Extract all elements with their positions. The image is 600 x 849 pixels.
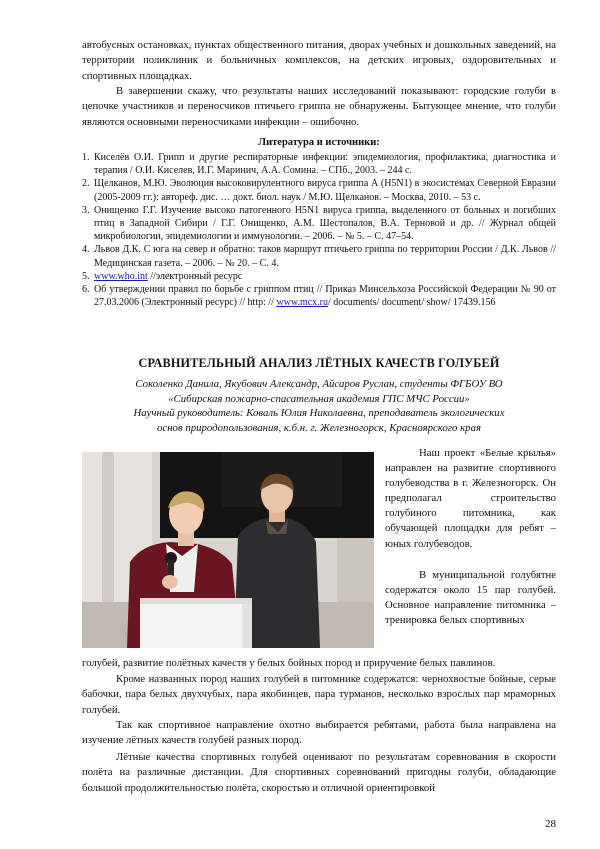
affiliation-line: «Сибирская пожарно-спасательная академия ГПС МЧС России» — [168, 392, 470, 405]
references-list — [82, 151, 556, 309]
nursery-side-paragraph: В муниципальной голубятне содержатся около 15 пар голубей. Основное направление питомника – тренировка белых спортивных — [385, 569, 556, 627]
top-paragraph: автобусных остановках, пунктах общественного питания, дворах учебных и дошкольных заведений, на территории поликлиник и больничных комплексов, на детских игровых, оздоровительных и спортивных площадках. — [82, 39, 556, 82]
supervisor-line: Научный руководитель: Коваль Юлия Николаевна, преподаватель экологических — [133, 407, 505, 419]
intro-side-paragraph: Наш проект «Белые крылья» направлен на развитие спортивного голубеводства в г. Железногорск. Он предполагал строительство голубиного питомника, как обучающей площадки для ребят – юных голубеводов. — [385, 447, 556, 550]
reference-item: 2. Щелканов, М.Ю. Эволюция высоковирулентного вируса гриппа А (H5N1) в экосистемах Северной Евразии (2005-2009 гг.): автореф. дис. … докт. биол. наук / М.Ю. Щелканов. – Москва, 2010. – 53 с. — [82, 178, 556, 203]
mcx-link[interactable]: www.mcx.ru — [276, 297, 328, 309]
conclusion-paragraph: В завершении скажу, что результаты наших исследований показывают: городские голуби в цепочке участников и переносчиков птичьего гриппа не обнаружены. Бытующее мнение, что голуби являются основными переносчиками инфекции – ошибочно. — [82, 85, 556, 128]
presentation-photo — [82, 452, 374, 648]
page-number: 28 — [545, 818, 556, 830]
reference-item: 5. www.who.int //электронный ресурс — [82, 270, 243, 282]
authors-line: Соколенко Данила, Якубович Александр, Айсаров Руслан, студенты ФГБОУ ВО — [135, 378, 503, 390]
who-link[interactable]: www.who.int — [94, 270, 148, 282]
reference-item: 4. Львов Д.К. С юга на север и обратно: таков маршрут птичьего гриппа по территории России / Д.К. Львов // Медицинская газета. – 2006. – № 20. – С. 4. — [82, 244, 556, 269]
continuation-paragraph: голубей, развитие полётных качеств у белых бойных пород и приручение белых павлинов. — [82, 657, 496, 669]
reference-item: 3. Онищенко Г.Г. Изучение высоко патогенного H5N1 вируса гриппа, выделенного от больных и погибших птиц в Западной Сибири / Г.Г. Онищенко, А.М. Шестопалов, В.А. Терновой и др. // Журнал общей микробиологии, эпидемиологии и иммунологии. – 2006. – № 5. – С. 47–54. — [82, 204, 556, 243]
references-title: Литература и источники: — [258, 137, 380, 148]
article-authors — [82, 377, 556, 435]
reference-item: 1. Киселёв О.И. Грипп и другие респираторные инфекции: эпидемиология, профилактика, диагностика и терапия / О.И. Киселев, И.Г. Маринич, А.А. Сомина. – СПб., 2003. – 244 с. — [82, 152, 556, 177]
sport-direction-paragraph: Так как спортивное направление охотно выбирается ребятами, работа была направлена на изучение лётных качеств голубей разных пород. — [82, 719, 556, 747]
flight-qualities-paragraph: Лётные качества спортивных голубей оценивают по результатам соревнования в скорости полёта на различные дистанции. Для спортивных соревнований пригодны голуби, обладающие большой продолжительностью полёта, скоростью и отличной ориентировкой — [82, 751, 556, 794]
article-title: СРАВНИТЕЛЬНЫЙ АНАЛИЗ ЛЁТНЫХ КАЧЕСТВ ГОЛУБЕЙ — [138, 356, 500, 370]
supervisor-line-2: основ природопользования, к.б.н. г. Железногорск, Красноярского края — [157, 421, 481, 434]
breeds-paragraph: Кроме названных пород наших голубей в питомнике содержатся: чернохвостые бойные, серые бабочки, пара белых двухчубых, пара якобинцев, пара турманов, несколько взрослых пар мраморных голубей. — [82, 673, 556, 716]
reference-item: 6. Об утверждении правил по борьбе с гриппом птиц // Приказ Минсельхоза Российской Федерации № 90 от 27.03.2006 (Электронный ресурс) // http: // www.mcx.ru/ documents/ document/ show/ 17439.156 — [82, 284, 556, 309]
